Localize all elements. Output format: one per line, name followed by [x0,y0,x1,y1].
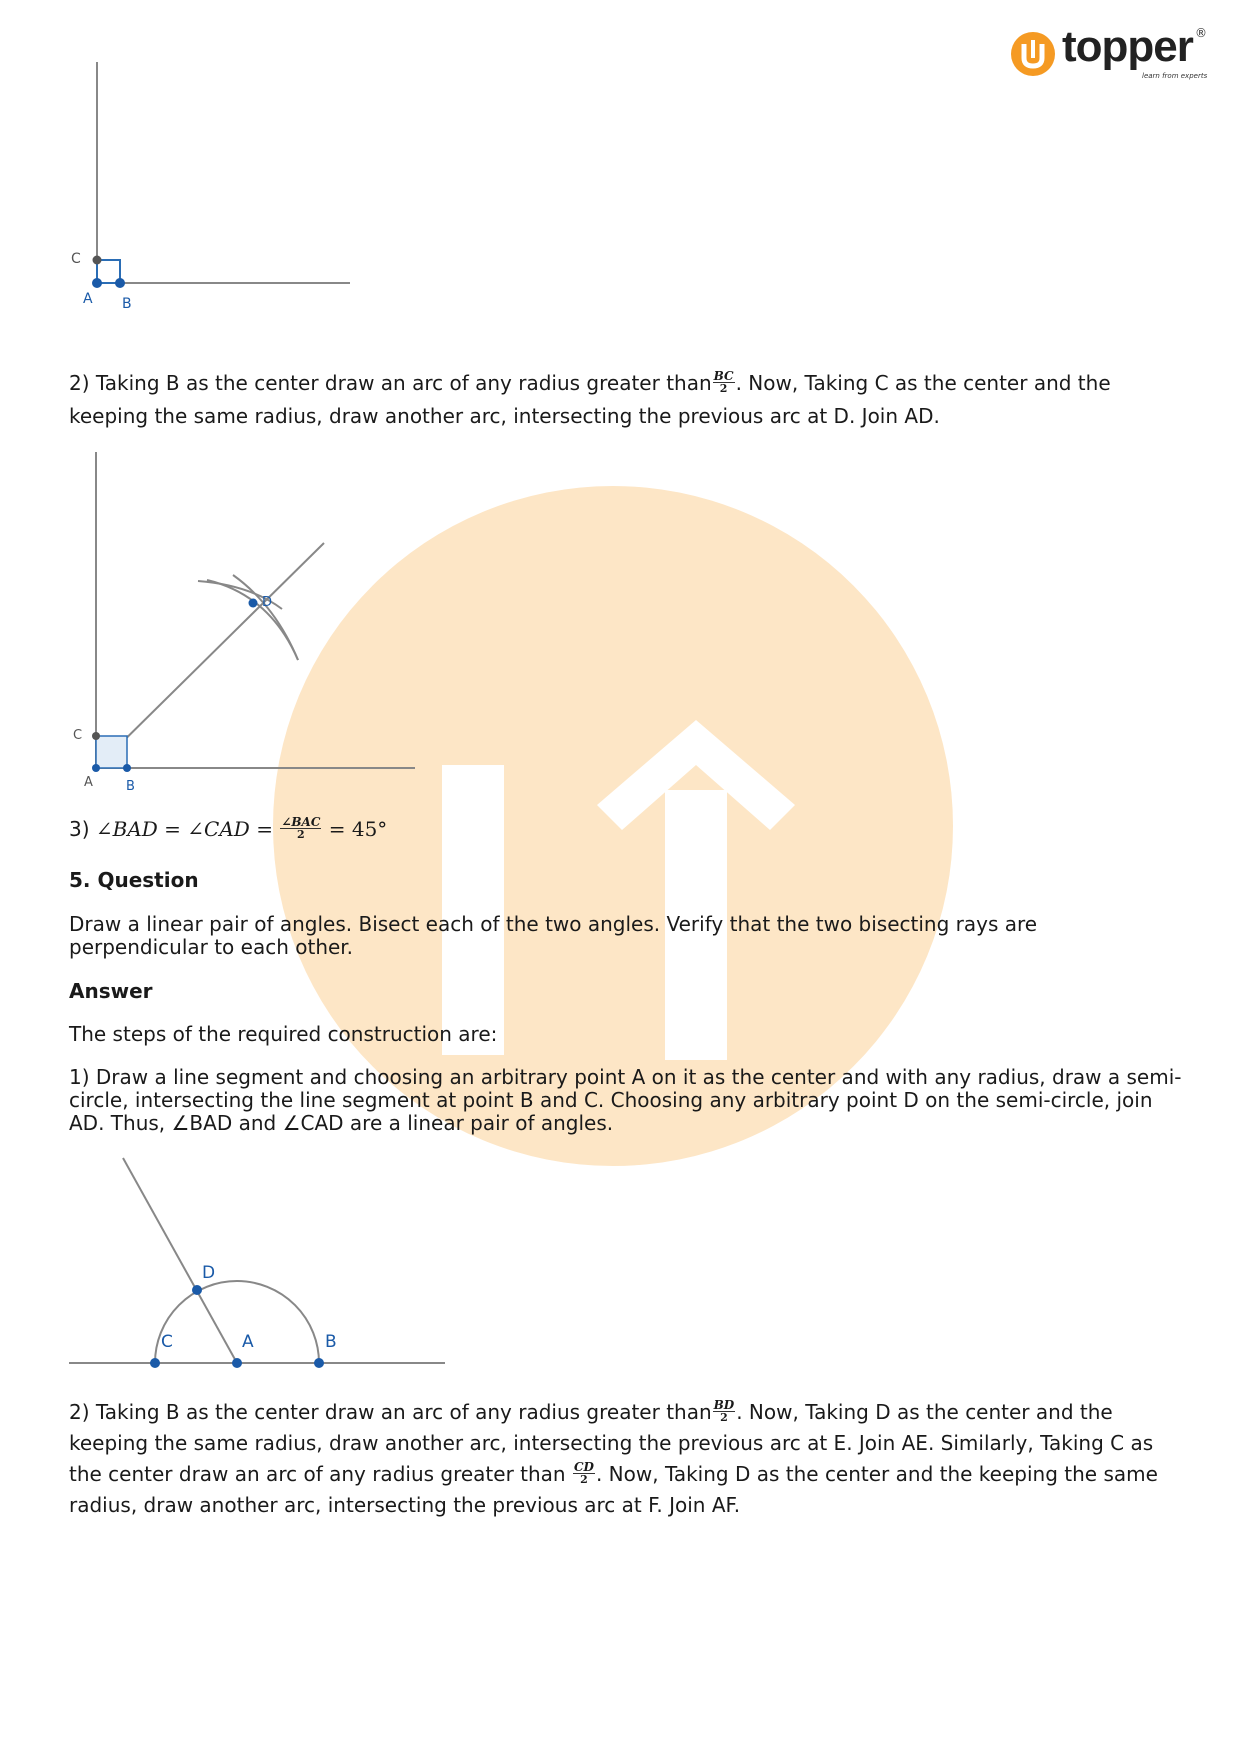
fraction-bc-over-2: $\frac{BC}{2}$ [713,369,734,395]
question-text: Draw a linear pair of angles. Bisect each of the two angles. Verify that the two bisecting rays are perpendicular to each other. [69,912,1038,959]
point-a [92,764,100,772]
point-d [192,1285,202,1295]
point-b [123,764,131,772]
ray-ad [123,1158,237,1363]
point-c [92,732,100,740]
label-a: A [84,775,93,790]
answer-heading: Answer [69,979,153,1003]
step-3-angle-result: 3) ∠BAD = ∠CAD = $\frac{\text{∠BAC}}{2}$ = 45° [69,815,388,841]
point-d [249,599,258,608]
point-a [232,1358,242,1368]
brand-name: topper [1062,22,1193,71]
label-c: C [73,728,83,743]
label-d: D [262,595,273,610]
brand-registered: ® [1195,26,1207,40]
label-c: C [161,1332,173,1352]
point-a [92,278,102,288]
step-2-bisect-right-angle: 2) Taking B as the center draw an arc of any radius greater than $\frac{BC}{2}$ . Now, Taking C as the center and the keeping the same radius, draw another arc, intersecting the previous arc at D. Join AD. [69,369,1111,428]
brand-logo [1010,22,1210,88]
brand-tagline: learn from experts [1142,72,1208,80]
angle-shade [96,736,127,768]
answer-intro: The steps of the required construction are: [69,1022,498,1046]
point-c [93,256,102,265]
label-b: B [325,1332,337,1352]
label-a: A [83,291,93,307]
answer-step-1: 1) Draw a line segment and choosing an arbitrary point A on it as the center and with any radius, draw a semi-circle, intersecting the line segment at point B and C. Choosing any arbitrary point D on the semi-circle, join AD. Thus, ∠BAD and ∠CAD are a linear pair of angles. [69,1065,1182,1135]
label-c: C [71,251,81,267]
fraction-cd-over-2: $\frac{CD}{2}$ [573,1460,594,1486]
point-b [115,278,125,288]
label-a: A [242,1332,254,1352]
step-2-bisect-linear-pair: 2) Taking B as the center draw an arc of any radius greater than $\frac{BD}{2}$ . Now, Taking D as the center and the keeping the same radius, draw another arc, intersecting the previous arc at E. Join AE. Similarly, Taking C as the center draw an arc of any radius greater than $\frac{CD}{2}$ . Now, Taking D as the center and the keeping the same radius, draw another arc, intersecting the previous arc at F. Join AF. [69,1398,1158,1517]
point-c [150,1358,160,1368]
bisector-ray [96,543,324,768]
semicircle [155,1281,319,1363]
question-heading: 5. Question [69,868,199,892]
label-b: B [122,296,132,312]
point-b [314,1358,324,1368]
fraction-bd-over-2: $\frac{BD}{2}$ [713,1398,735,1424]
figure-angle-bisector [60,445,430,790]
fraction-bac-over-2: $\frac{\text{∠BAC}}{2}$ [281,815,321,841]
label-d: D [202,1263,216,1283]
brand-badge-icon [1010,31,1056,77]
figure-right-angle [60,55,360,350]
figure-linear-pair [60,1150,460,1375]
label-b: B [126,779,135,790]
